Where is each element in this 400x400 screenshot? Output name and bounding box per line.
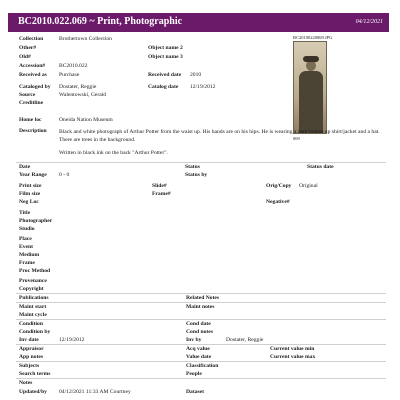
photo-filename: BC20100220069.JPG	[293, 35, 333, 40]
label-creditline: Creditline	[19, 100, 44, 106]
label-status-by: Status by	[185, 172, 208, 178]
divider	[16, 361, 386, 362]
label-current-value-max: Current value max	[270, 354, 316, 360]
label-home-loc: Home loc	[19, 117, 42, 123]
label-other: Other#	[19, 45, 37, 51]
label-provenance: Provenance	[19, 278, 47, 284]
label-publications: Publications	[19, 295, 49, 301]
value-updated-by: 04/12/2021 11:33 AM Courtney	[59, 389, 131, 395]
label-copyright: Copyright	[19, 286, 44, 292]
label-updated-by: Updated/by	[19, 389, 47, 395]
label-catalog-date: Catalog date	[148, 84, 179, 90]
label-search-terms: Search terms	[19, 371, 51, 377]
label-event: Event	[19, 244, 33, 250]
value-cataloged-by: Dostater, Reggie	[59, 84, 97, 90]
value-orig-copy: Original	[299, 183, 318, 189]
label-appraisor: Appraisor	[19, 346, 44, 352]
label-title: Title	[19, 210, 31, 216]
label-print-size: Print size	[19, 183, 42, 189]
value-home-loc: Oneida Nation Museum	[59, 117, 113, 123]
value-year-range: 0 - 0	[59, 172, 70, 178]
label-maint-start: Maint start	[19, 304, 47, 310]
label-old: Old#	[19, 54, 31, 60]
label-related-notes: Related Notes	[186, 295, 220, 301]
label-cond-notes: Cond notes	[186, 329, 213, 335]
label-value-date: Value date	[186, 354, 212, 360]
value-received-as: Purchase	[59, 72, 80, 78]
label-negative: Negative#	[266, 199, 290, 205]
header-date: 04/12/2021	[355, 19, 383, 25]
value-source: Walentowski, Gerald	[59, 92, 107, 98]
label-app-notes: App notes	[19, 354, 44, 360]
label-proc-method: Proc Method	[19, 268, 51, 274]
label-acq-value: Acq value	[186, 346, 210, 352]
label-maint-notes: Maint notes	[186, 304, 215, 310]
label-current-value-min: Current value min	[270, 346, 315, 352]
divider	[16, 293, 386, 294]
label-orig-copy: Orig/Copy	[266, 183, 292, 189]
label-condition-by: Condition by	[19, 329, 51, 335]
value-description	[59, 128, 381, 157]
label-place: Place	[19, 236, 32, 242]
label-received-as: Received as	[19, 72, 47, 78]
label-film-size: Film size	[19, 191, 41, 197]
label-inv-date: Inv date	[19, 337, 39, 343]
divider	[16, 162, 386, 163]
divider	[16, 378, 386, 379]
label-inv-by: Inv by	[186, 337, 202, 343]
label-status-date: Status date	[307, 164, 334, 170]
label-cataloged-by: Cataloged by	[19, 84, 51, 90]
value-catalog-date: 12/19/2012	[190, 84, 216, 90]
label-slide: Slide#	[152, 183, 167, 189]
label-description: Description	[19, 128, 47, 134]
label-neg-loc: Neg Loc	[19, 199, 39, 205]
label-medium: Medium	[19, 252, 40, 258]
label-source: Source	[19, 92, 36, 98]
label-frame: Frame	[19, 260, 35, 266]
label-object-name-3: Object name 3	[148, 54, 183, 60]
label-photographer: Photographer	[19, 218, 53, 224]
divider	[16, 344, 386, 345]
value-inv-date: 12/19/2012	[59, 337, 85, 343]
description-note: Written in black ink on the back "Arthur Potter".	[59, 150, 168, 157]
value-collection: Brothertown Collection	[59, 36, 112, 42]
label-status: Status	[185, 164, 200, 170]
label-condition: Condition	[19, 321, 43, 327]
description-text: Black and white photograph of Arthur Potter from the waist up. His hands are on his hips. He is wearing a dark button up shirt/jacket and a hat. There are trees in the background.	[59, 129, 380, 144]
label-studio: Studio	[19, 226, 35, 232]
value-accession: BC2010.022	[59, 63, 88, 69]
label-subjects: Subjects	[19, 363, 40, 369]
record-title: BC2010.022.069 ~ Print, Photographic	[18, 16, 183, 27]
object-photo[interactable]	[293, 41, 327, 134]
label-date: Date	[19, 164, 31, 170]
label-notes: Notes	[19, 380, 33, 386]
divider	[16, 319, 386, 320]
value-inv-by: Dostater, Reggie	[226, 337, 264, 343]
divider	[16, 302, 386, 303]
photo-number: 069	[293, 136, 300, 141]
label-classification: Classification	[186, 363, 219, 369]
record-header	[8, 13, 389, 32]
label-received-date: Received date	[148, 72, 182, 78]
label-dataset: Dataset	[186, 389, 205, 395]
label-accession: Accession#	[19, 63, 46, 69]
value-received-date: 2010	[190, 72, 202, 78]
label-object-name-2: Object name 2	[148, 45, 183, 51]
label-maint-cycle: Maint cycle	[19, 312, 47, 318]
label-frame-number: Frame#	[152, 191, 171, 197]
label-cond-date: Cond date	[186, 321, 211, 327]
label-people: People	[186, 371, 202, 377]
label-collection: Collection	[19, 36, 44, 42]
label-year-range: Year Range	[19, 172, 47, 178]
